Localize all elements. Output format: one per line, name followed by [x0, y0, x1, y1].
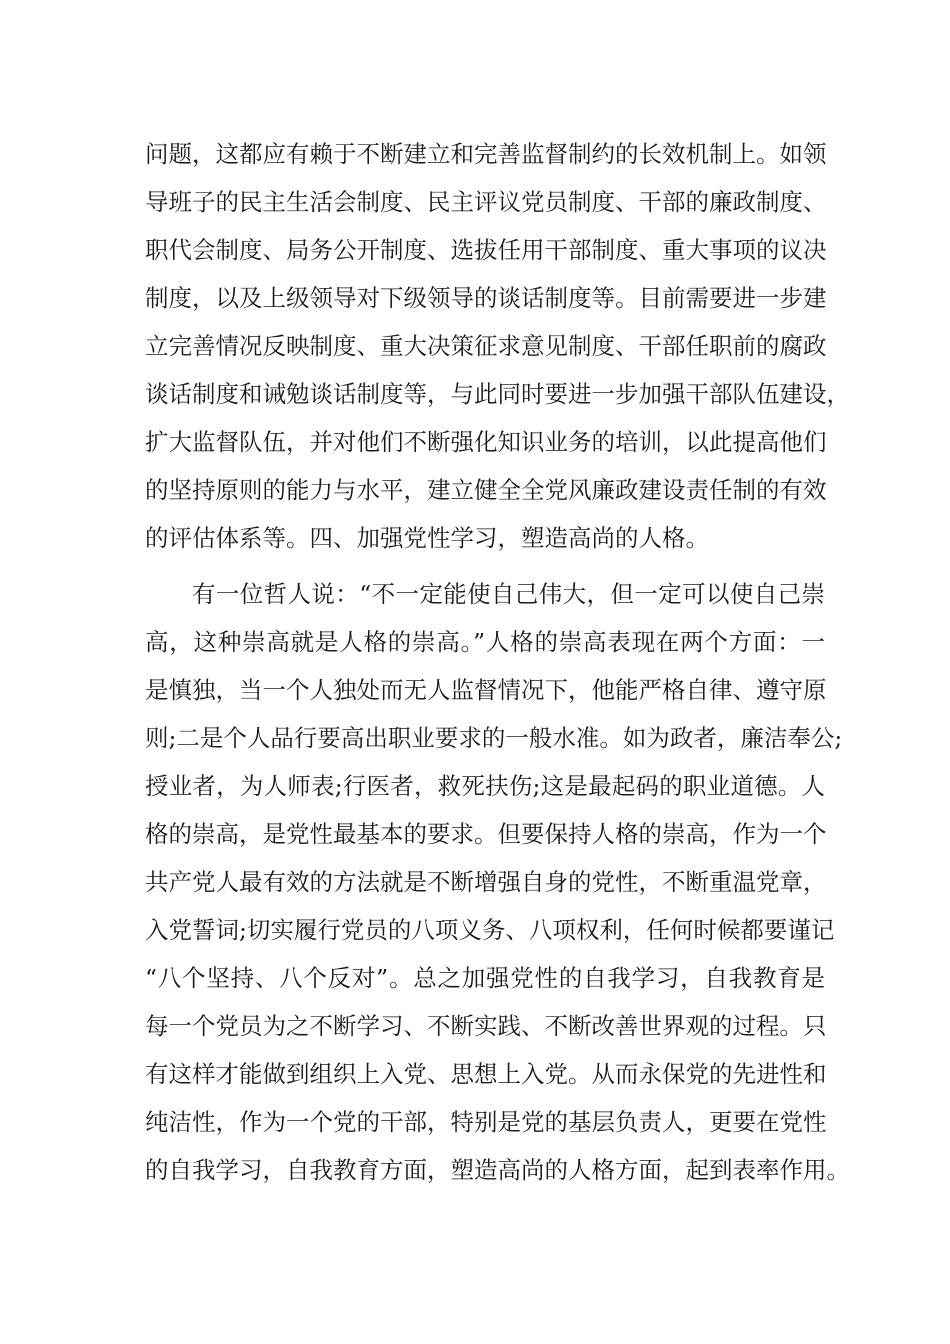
- text-line: 谈话制度和诫勉谈话制度等，与此同时要进一步加强干部队伍建设，: [145, 380, 850, 408]
- text-line: 纯洁性，作为一个党的干部，特别是党的基层负责人，更要在党性: [145, 1108, 827, 1136]
- text-line: 立完善情况反映制度、重大决策征求意见制度、干部任职前的腐政: [145, 332, 827, 360]
- paragraph-first-line: 有一位哲人说：“不一定能使自己伟大，但一定可以使自己崇: [192, 580, 825, 608]
- text-line: 每一个党员为之不断学习、不断实践、不断改善世界观的过程。只: [145, 1012, 827, 1040]
- text-line: 职代会制度、局务公开制度、选拔任用干部制度、重大事项的议决: [145, 236, 827, 264]
- text-line: 高，这种崇高就是人格的崇高。”人格的崇高表现在两个方面：一: [145, 628, 825, 656]
- text-line: “八个坚持、八个反对”。总之加强党性的自我学习，自我教育是: [145, 964, 825, 992]
- text-line: 共产党人最有效的方法就是不断增强自身的党性，不断重温党章，: [145, 868, 827, 896]
- text-line: 的坚持原则的能力与水平，建立健全全党风廉政建设责任制的有效: [145, 476, 827, 504]
- text-line: 的评估体系等。四、加强党性学习，塑造高尚的人格。: [145, 524, 709, 552]
- text-line: 是慎独，当一个人独处而无人监督情况下，他能严格自律、遵守原: [145, 676, 827, 704]
- text-line: 入党誓词;切实履行党员的八项义务、八项权利，任何时候都要谨记: [145, 916, 835, 944]
- text-line: 扩大监督队伍，并对他们不断强化知识业务的培训，以此提高他们: [145, 428, 827, 456]
- text-line: 问题，这都应有赖于不断建立和完善监督制约的长效机制上。如领: [145, 140, 827, 168]
- text-line: 有这样才能做到组织上入党、思想上入党。从而永保党的先进性和: [145, 1060, 827, 1088]
- text-line: 导班子的民主生活会制度、民主评议党员制度、干部的廉政制度、: [145, 188, 827, 216]
- text-line: 制度，以及上级领导对下级领导的谈话制度等。目前需要进一步建: [145, 284, 827, 312]
- text-line: 的自我学习，自我教育方面，塑造高尚的人格方面，起到表率作用。: [145, 1156, 850, 1184]
- text-line: 格的崇高，是党性最基本的要求。但要保持人格的崇高，作为一个: [145, 820, 827, 848]
- text-line: 则;二是个人品行要高出职业要求的一般水准。如为政者，廉洁奉公;: [145, 724, 843, 752]
- text-line: 授业者，为人师表;行医者，救死扶伤;这是最起码的职业道德。人: [145, 772, 825, 800]
